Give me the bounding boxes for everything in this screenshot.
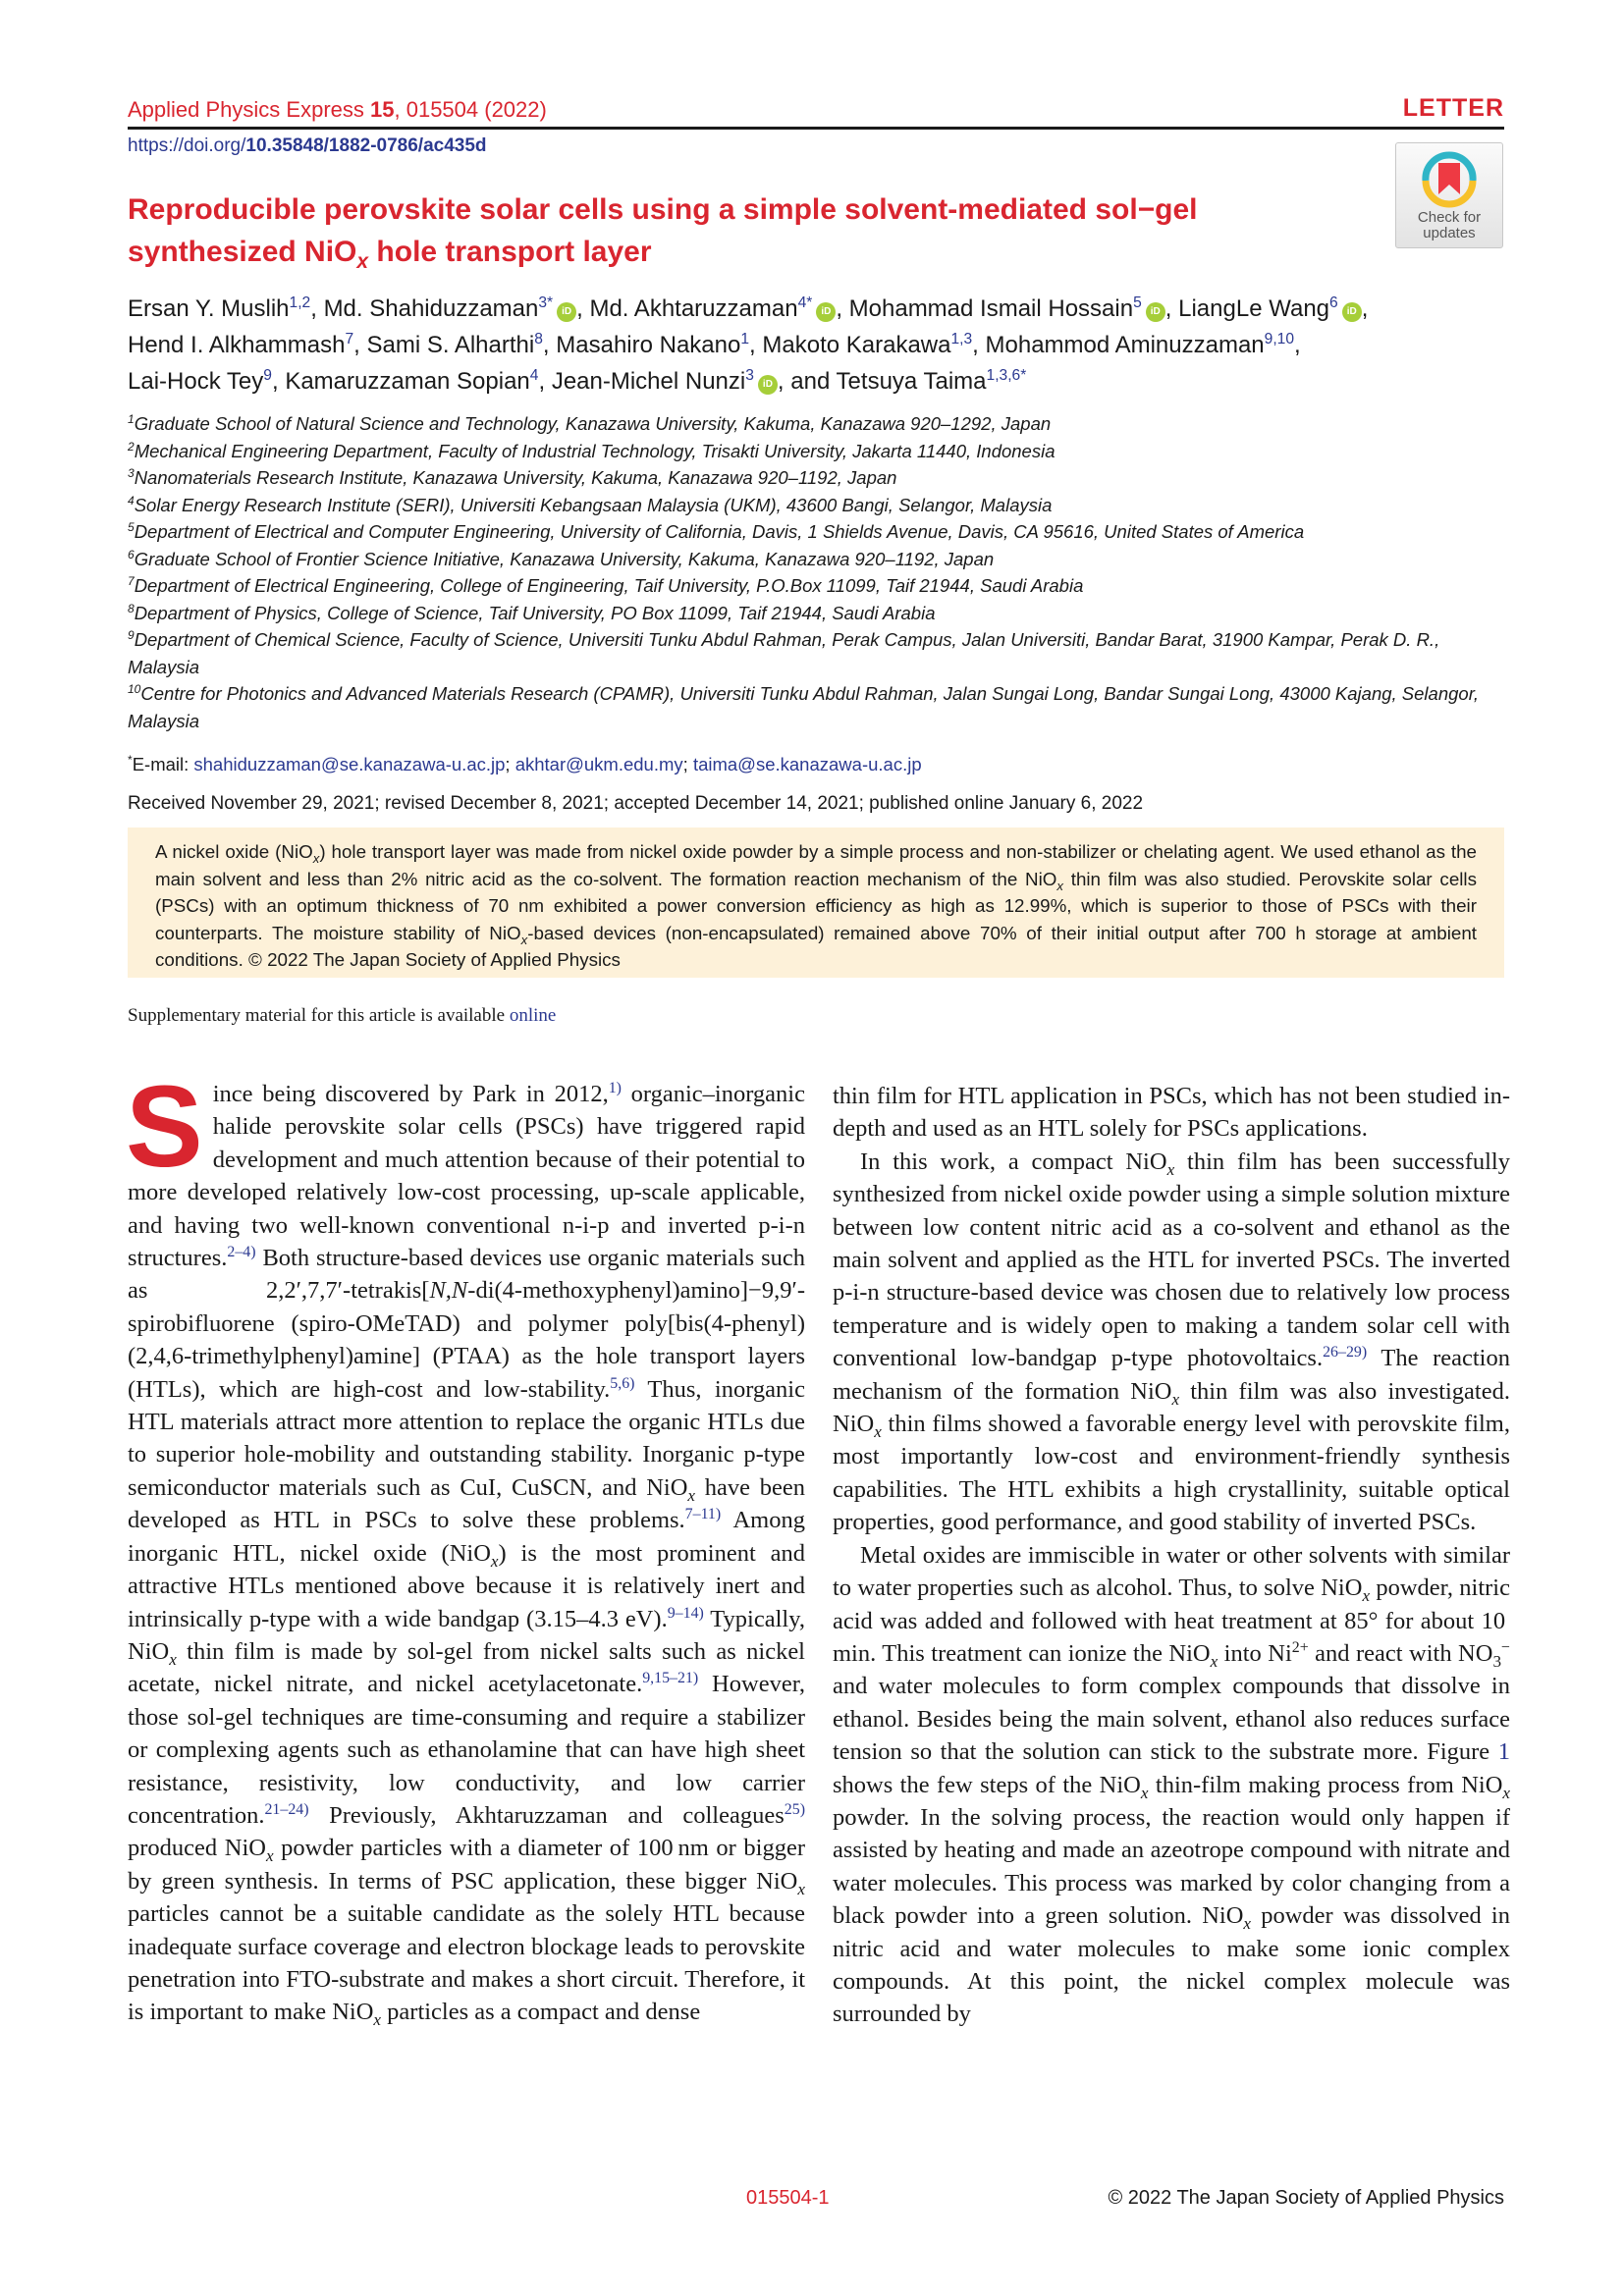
author: Makoto Karakawa$^{1,3}$, [762, 331, 986, 358]
author-affiliation-marker: 7 [345, 331, 354, 347]
author: Md. Akhtaruzzaman$^{4*}$iD , [589, 294, 849, 322]
title-line-2-post: hole transport layer [368, 236, 652, 268]
corresponding-emails: *E-mail: shahiduzzaman@se.kanazawa-u.ac.jp; akhtar@ukm.edu.my; taima@se.kanazawa-u.ac.jp [128, 752, 922, 774]
author: Md. Shahiduzzaman$^{3*}$iD , [323, 294, 590, 322]
email-label: E-mail: [132, 754, 194, 774]
title-line-1: Reproducible perovskite solar cells using a simple solvent-mediated sol−gel [128, 193, 1198, 226]
author-affiliation-marker: 8 [534, 331, 543, 347]
author-affiliation-marker: 4* [797, 294, 813, 311]
author: Masahiro Nakano$^1$, [556, 331, 763, 358]
author: Kamaruzzaman Sopian$^4$, [285, 367, 552, 395]
author: Ersan Y. Muslih$^{1,2}$, [128, 294, 324, 322]
check-for-updates-badge[interactable] [1395, 142, 1503, 248]
author-affiliation-marker: 3* [538, 294, 554, 311]
body-column-right [833, 1080, 1510, 2031]
email-link-2[interactable]: akhtar@ukm.edu.my [514, 754, 683, 774]
journal-name: Applied Physics Express [128, 97, 364, 122]
author-list [128, 291, 1512, 400]
author-name: Md. Akhtaruzzaman [589, 295, 798, 322]
affiliation-item: $^1$Graduate School of Natural Science and Technology, Kanazawa University, Kakuma, Kanazawa 920–1292, Japan [128, 411, 1052, 434]
footer-copyright: © 2022 The Japan Society of Applied Physics [1108, 2187, 1504, 2209]
affiliation-item: $^4$Solar Energy Research Institute (SERI), Universiti Kebangsaan Malaysia (UKM), 43600 Bangi, Selangor, Malaysia [128, 493, 1053, 515]
orcid-icon[interactable]: iD [557, 302, 576, 322]
page-number: 015504-1 [746, 2187, 830, 2209]
intro-paragraph: Since being discovered by Park in 2012,$^{1)}$ organic–inorganic halide perovskite solar cells (PSCs) have triggered rapid development and much attention because of their potential to more developed relatively low-cost processing, up-scale applicable, and having two well-known conventional n-i-p and inverted p-i-n structures.$^{2-4)}$ Both structure-based devices use organic materials such as 2,2′,7,7′-tetrakis[N,N-di(4-methoxyphenyl)amino]−9,9′-spirobifluorene (spiro-OMeTAD) and polymer poly[bis(4-phenyl)(2,4,6-trimethylphenyl)amine] (PTAA) as the hole transport layers (HTLs), which are high-cost and low-stability.$^{5,6)}$ Thus, inorganic HTL materials attract more attention to replace the organic HTLs due to superior hole-mobility and outstanding stability. Inorganic p-type semiconductor materials such as CuI, CuSCN, and NiO$_x$ have been developed as HTL in PSCs to solve these problems.$^{7-11)}$ Among inorganic HTL, nickel oxide (NiO$_x$) is the most prominent and attractive HTLs mentioned above because it is relatively inert and intrinsically p-type with a wide bandgap (3.15–4.3 eV).$^{9-14)}$ Typically, NiO$_x$ thin film is made by sol-gel from nickel salts such as nickel acetate, nickel nitrate, and nickel acetylacetonate.$^{9,15-21)}$ However, those sol-gel techniques are time-consuming and require a stabilizer or complexing agents such as ethanolamine that can have high sheet resistance, resistivity, low conductivity, and low carrier concentration.$^{21-24)}$ Previously, Akhtaruzzaman and colleagues$^{25)}$ produced NiO$_x$ powder particles with a diameter of 100 nm or bigger by green synthesis. In terms of PSC application, these bigger NiO$_x$ particles cannot be a suitable candidate as the solely HTL because inadequate surface coverage and electron blockage leads to perovskite penetration into FTO-substrate and makes a short circuit. Therefore, it is important to make NiO$_x$ particles as a compact and dense [126, 1062, 806, 2030]
email-link-3[interactable]: taima@se.kanazawa-u.ac.jp [692, 754, 922, 774]
citation-link[interactable]: 21–24) [264, 1800, 309, 1818]
journal-line [128, 94, 1504, 130]
author-affiliation-marker: 1 [740, 331, 750, 347]
author: Lai-Hock Tey$^9$, [128, 367, 286, 395]
author-name: Mohammad Ismail Hossain [848, 295, 1134, 322]
title-line-2-pre: synthesized NiO [128, 236, 357, 268]
article-title [128, 188, 1335, 273]
author-name: Md. Shahiduzzaman [323, 295, 539, 322]
author-name: Masahiro Nakano [556, 332, 741, 358]
paragraph-this-work: In this work, a compact NiO$_x$ thin film has been successfully synthesized from nickel oxide powder using a simple solution mixture between low content nitric acid as a co-solvent and ethanol as the main solvent and applied as the HTL for inverted PSCs. The inverted p-i-n structure-based device was chosen due to relatively low process temperature and is widely open to making a tandem solar cell with conventional low-bandgap p-type photovoltaics.$^{26-29)}$ The reaction mechanism of the formation NiO$_x$ thin film was also investigated. NiO$_x$ thin films showed a favorable energy level with perovskite film, most importantly low-cost and environment-friendly synthesis capabilities. The HTL exhibits a high crystallinity, suitable optical properties, good performance, and good stability of inverted PSCs. [833, 1148, 1510, 1536]
article-number: , 015504 (2022) [394, 97, 547, 122]
author-name: Lai-Hock Tey [128, 368, 264, 395]
paragraph-continued: thin film for HTL application in PSCs, which has not been studied in-depth and used as an HTL solely for PSCs applications. [833, 1083, 1510, 1143]
citation-link[interactable]: 1) [608, 1079, 622, 1096]
author: Jean-Michel Nunzi$^3$iD , and [551, 367, 837, 395]
citation-link[interactable]: 26–29) [1323, 1344, 1368, 1362]
paragraph-metal-oxides: Metal oxides are immiscible in water or other solvents with similar to water properties such as alcohol. Thus, to solve NiO$_x$ powder, nitric acid was added and followed with heat treatment at 85° for about 10 min. This treatment can ionize the NiO$_x$ into $Ni^{2+}$ and react with $NO_3^-$ and water molecules to form complex compounds that dissolve in ethanol. Besides being the main solvent, ethanol also reduces surface tension so that the solution can stick to the substrate more. Figure 1 shows the few steps of the NiO$_x$ thin-film making process from NiO$_x$ powder. In the solving process, the reaction would only happen if assisted by heating and made an azeotrope compound with nitrate and water molecules. This process was marked by color changing from a black powder into a green solution. NiO$_x$ powder was dissolved in nitric acid and water molecules to make some ionic complex compounds. At this point, the nickel complex molecule was surrounded by [833, 1541, 1510, 2028]
affiliation-item: $^3$Nanomaterials Research Institute, Kanazawa University, Kakuma, Kanazawa 920–1192, Japan [128, 465, 897, 488]
author-affiliation-marker: 3 [745, 367, 754, 384]
doi-value: 10.35848/1882-0786/ac435d [245, 135, 487, 156]
article-type-label: LETTER [1402, 94, 1504, 122]
author-name: Kamaruzzaman Sopian [285, 368, 530, 395]
citation-link[interactable]: 25) [784, 1800, 805, 1818]
author-name: Jean-Michel Nunzi [551, 368, 746, 395]
citation-link[interactable]: 5,6) [610, 1374, 635, 1392]
citation-link[interactable]: 9–14) [667, 1604, 704, 1622]
drop-cap: S [126, 1062, 203, 1192]
journal-citation [128, 97, 547, 123]
author: Sami S. Alharthi$^8$, [366, 331, 557, 358]
author: Mohammod Aminuzzaman$^{9,10}$, [985, 331, 1301, 358]
affiliation-item: $^2$Mechanical Engineering Department, Faculty of Industrial Technology, Trisakti University, Jakarta 11440, Indonesia [128, 439, 1056, 461]
journal-header [128, 94, 1504, 157]
affiliation-item: $^5$Department of Electrical and Computer Engineering, University of California, Davis, 1 Shields Avenue, Davis, CA 95616, United States of America [128, 519, 1305, 542]
affiliation-item: $^7$Department of Electrical Engineering, College of Engineering, Taif University, P.O.Box 11099, Taif 21944, Saudi Arabia [128, 573, 1084, 596]
author: LiangLe Wang$^6$iD , [1178, 294, 1369, 322]
author-affiliation-marker: 9 [263, 367, 272, 384]
doi-prefix: https://doi.org/ [128, 135, 246, 156]
author [837, 368, 1027, 395]
supplementary-online-link[interactable]: online [509, 1005, 557, 1026]
orcid-icon[interactable]: iD [816, 302, 836, 322]
author-name: Ersan Y. Muslih [128, 295, 290, 322]
orcid-icon[interactable]: iD [1146, 302, 1165, 322]
author-name: Makoto Karakawa [762, 332, 951, 358]
email-link-1[interactable]: shahiduzzaman@se.kanazawa-u.ac.jp [193, 754, 506, 774]
doi-link[interactable] [128, 135, 1504, 157]
author-affiliation-marker: 1,2 [289, 294, 311, 311]
crossmark-icon [1422, 151, 1477, 208]
orcid-icon[interactable]: iD [758, 375, 778, 395]
citation-link[interactable]: 9,15–21) [642, 1670, 699, 1687]
author-affiliation-marker: 6 [1329, 294, 1338, 311]
citation-link[interactable]: 7–11) [684, 1506, 722, 1523]
check-for-updates-label: Check for updates [1417, 209, 1482, 241]
author-name: Sami S. Alharthi [366, 332, 535, 358]
orcid-icon[interactable]: iD [1342, 302, 1362, 322]
affiliation-item: $^8$Department of Physics, College of Science, Taif University, PO Box 11099, Taif 21944, Saudi Arabia [128, 601, 936, 623]
author-affiliation-marker: 1,3 [950, 331, 973, 347]
affiliation-item: $^{10}$Centre for Photonics and Advanced Materials Research (CPAMR), Universiti Tunku Abdul Rahman, Jalan Sungai Long, Bandar Sungai Long, 43000 Kajang, Selangor, Malaysia [128, 681, 1479, 731]
author-affiliation-marker: 1,3,6* [986, 367, 1027, 384]
citation-link[interactable]: 2–4) [227, 1243, 256, 1260]
author-affiliation-marker: 9,10 [1264, 331, 1294, 347]
affiliation-item: $^6$Graduate School of Frontier Science Initiative, Kanazawa University, Kakuma, Kanazawa 920–1192, Japan [128, 547, 995, 569]
author-affiliation-marker: 5 [1133, 294, 1142, 311]
author-affiliation-marker: 4 [529, 367, 539, 384]
publication-dates: Received November 29, 2021; revised December 8, 2021; accepted December 14, 2021; published online January 6, 2022 [128, 793, 1144, 814]
affiliation-item: $^9$Department of Chemical Science, Faculty of Science, Universiti Tunku Abdul Rahman, Perak Campus, Jalan Universiti, Bandar Barat, 31900 Kampar, Perak D. R., Malaysia [128, 627, 1440, 677]
author-name: Mohammod Aminuzzaman [985, 332, 1265, 358]
author-name: Tetsuya Taima [836, 368, 987, 395]
author-name: Hend I. Alkhammash [128, 332, 346, 358]
supplementary-note: Supplementary material for this article is available online [128, 1005, 557, 1026]
author: Hend I. Alkhammash$^7$, [128, 331, 367, 358]
affiliation-list [128, 410, 1514, 734]
journal-volume: 15 [370, 97, 395, 122]
figure-1-link[interactable]: 1 [1497, 1738, 1510, 1766]
title-subscript: x [356, 250, 369, 273]
author: Mohammad Ismail Hossain$^5$iD , [848, 294, 1179, 322]
body-column-left [126, 1062, 806, 2030]
abstract-box: A nickel oxide (NiO$_x$) hole transport layer was made from nickel oxide powder by a simple process and non-stabilizer or chelating agent. We used ethanol as the main solvent and less than 2% nitric acid as the co-solvent. The formation reaction mechanism of the NiO$_x$ thin film was also studied. Perovskite solar cells (PSCs) with an optimum thickness of 70 nm exhibited a power conversion efficiency as high as 12.99%, which is superior to those of PSCs with their counterparts. The moisture stability of NiO$_x$-based devices (non-encapsulated) remained above 70% of their initial output after 700 h storage at ambient conditions. © 2022 The Japan Society of Applied Physics [128, 828, 1504, 978]
author-name: LiangLe Wang [1178, 295, 1330, 322]
